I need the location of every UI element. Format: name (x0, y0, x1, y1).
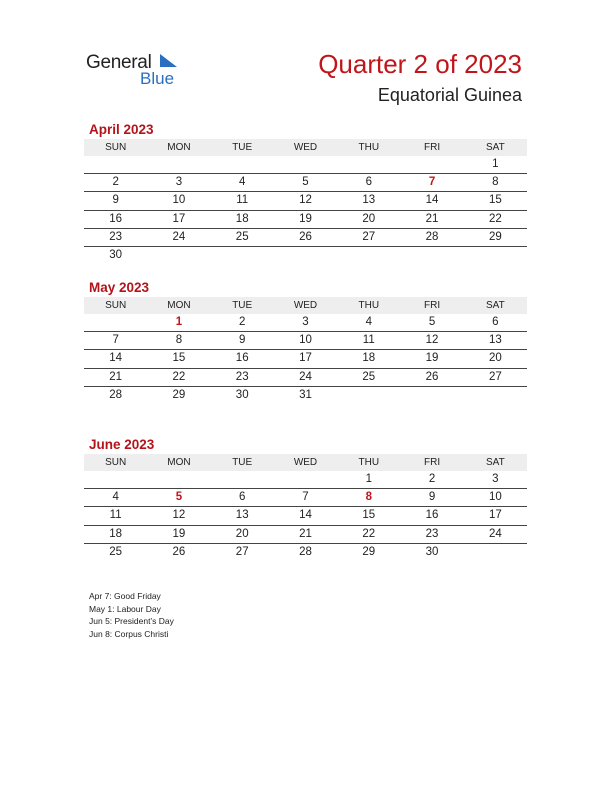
weekday-header: SUN (84, 297, 147, 314)
month-june (84, 436, 527, 561)
weekday-header: THU (337, 454, 400, 471)
weekday-header: SUN (84, 454, 147, 471)
empty-cell (84, 471, 147, 489)
day-cell: 10 (147, 192, 210, 210)
weekday-header: WED (274, 297, 337, 314)
empty-cell (147, 247, 210, 264)
day-cell: 28 (109, 388, 123, 401)
day-cell: 13 (464, 332, 527, 350)
day-cell: 6 (337, 174, 400, 192)
holiday-note: Apr 7: Good Friday (89, 591, 161, 601)
day-cell: 21 (274, 526, 337, 544)
day-cell: 29 (362, 545, 376, 558)
empty-cell (274, 247, 337, 264)
holiday-cell: 1 (147, 314, 210, 332)
day-cell: 27 (464, 369, 527, 387)
day-cell: 14 (274, 507, 337, 525)
month-may (84, 279, 527, 404)
empty-cell (147, 471, 210, 489)
empty-cell (337, 156, 400, 174)
day-cell: 19 (400, 350, 463, 368)
holiday-note: May 1: Labour Day (89, 603, 161, 614)
logo-triangle-icon (160, 54, 177, 67)
empty-cell (84, 314, 147, 332)
day-cell: 16 (84, 211, 147, 229)
day-cell: 30 (425, 545, 439, 558)
day-cell: 16 (400, 507, 463, 525)
day-cell: 18 (211, 211, 274, 229)
day-cell: 8 (147, 332, 210, 350)
logo (86, 50, 186, 90)
empty-cell (464, 544, 527, 561)
weekday-header: FRI (400, 139, 463, 156)
empty-cell (211, 471, 274, 489)
day-cell: 23 (211, 369, 274, 387)
day-cell: 15 (337, 507, 400, 525)
day-cell: 20 (464, 350, 527, 368)
day-cell: 11 (337, 332, 400, 350)
empty-cell (337, 247, 400, 264)
country-name: Equatorial Guinea (377, 85, 522, 105)
day-cell: 13 (211, 507, 274, 525)
day-cell: 4 (337, 314, 400, 332)
day-cell: 17 (274, 350, 337, 368)
day-cell: 4 (84, 489, 147, 507)
day-cell: 28 (299, 545, 312, 558)
day-cell: 26 (400, 369, 463, 387)
day-cell: 5 (274, 174, 337, 192)
holiday-cell: 5 (147, 489, 210, 507)
day-cell: 27 (235, 545, 249, 558)
weekday-header: TUE (211, 297, 274, 314)
day-cell: 3 (274, 314, 337, 332)
day-cell: 8 (464, 174, 527, 192)
day-cell: 9 (84, 192, 147, 210)
weekday-header: THU (337, 297, 400, 314)
day-cell: 14 (84, 350, 147, 368)
day-cell: 20 (211, 526, 274, 544)
weekday-header: FRI (400, 297, 463, 314)
day-cell: 3 (147, 174, 210, 192)
empty-cell (400, 387, 463, 404)
day-cell: 19 (274, 211, 337, 229)
day-cell: 6 (464, 314, 527, 332)
holiday-cell: 8 (337, 489, 400, 507)
day-cell: 18 (337, 350, 400, 368)
weekday-header: MON (147, 297, 210, 314)
day-cell: 30 (235, 388, 249, 401)
day-cell: 23 (400, 526, 463, 544)
day-cell: 11 (84, 507, 147, 525)
page-title: Quarter 2 of 2023 (318, 49, 522, 79)
empty-cell (274, 471, 337, 489)
day-cell: 14 (400, 192, 463, 210)
holiday-note: Jun 8: Corpus Christi (89, 628, 169, 639)
month-april (84, 121, 527, 264)
weekday-header: FRI (400, 454, 463, 471)
day-cell: 22 (147, 369, 210, 387)
weekday-header: THU (337, 139, 400, 156)
month-title: April 2023 (89, 122, 154, 137)
weekday-header: TUE (211, 139, 274, 156)
weekday-header: SUN (84, 139, 147, 156)
day-cell: 24 (147, 229, 210, 247)
day-cell: 9 (211, 332, 274, 350)
logo-text-general: General (86, 52, 152, 73)
day-cell: 31 (299, 388, 312, 401)
holiday-notes (89, 590, 174, 640)
weekday-header: SAT (464, 297, 527, 314)
day-cell: 24 (464, 526, 527, 544)
day-cell: 29 (464, 229, 527, 247)
day-cell: 15 (147, 350, 210, 368)
empty-cell (400, 247, 463, 264)
day-cell: 2 (211, 314, 274, 332)
day-cell: 27 (337, 229, 400, 247)
day-cell: 17 (464, 507, 527, 525)
weekday-header: SAT (464, 454, 527, 471)
calendar-grid (84, 297, 527, 404)
day-cell: 16 (211, 350, 274, 368)
day-cell: 12 (400, 332, 463, 350)
empty-cell (211, 156, 274, 174)
day-cell: 9 (400, 489, 463, 507)
calendar-grid (84, 454, 527, 561)
day-cell: 2 (84, 174, 147, 192)
day-cell: 29 (172, 388, 186, 401)
day-cell: 30 (109, 248, 123, 261)
day-cell: 13 (337, 192, 400, 210)
day-cell: 18 (84, 526, 147, 544)
logo-text-blue: Blue (140, 69, 175, 88)
day-cell: 19 (147, 526, 210, 544)
month-title: May 2023 (89, 280, 150, 295)
day-cell: 26 (274, 229, 337, 247)
day-cell: 11 (211, 192, 274, 210)
day-cell: 12 (274, 192, 337, 210)
month-title: June 2023 (89, 437, 155, 452)
empty-cell (464, 387, 527, 404)
day-cell: 23 (84, 229, 147, 247)
day-cell: 7 (274, 489, 337, 507)
day-cell: 25 (337, 369, 400, 387)
day-cell: 25 (109, 545, 123, 558)
day-cell: 22 (464, 211, 527, 229)
weekday-header: MON (147, 139, 210, 156)
day-cell: 24 (274, 369, 337, 387)
day-cell: 4 (211, 174, 274, 192)
day-cell: 21 (400, 211, 463, 229)
empty-cell (400, 156, 463, 174)
day-cell: 5 (400, 314, 463, 332)
empty-cell (337, 387, 400, 404)
empty-cell (84, 156, 147, 174)
day-cell: 6 (211, 489, 274, 507)
weekday-header: SAT (464, 139, 527, 156)
day-cell: 1 (337, 471, 400, 489)
empty-cell (464, 247, 527, 264)
weekday-header: WED (274, 454, 337, 471)
day-cell: 2 (400, 471, 463, 489)
weekday-header: MON (147, 454, 210, 471)
holiday-note: Jun 5: President’s Day (89, 616, 174, 626)
day-cell: 22 (337, 526, 400, 544)
day-cell: 28 (400, 229, 463, 247)
day-cell: 3 (464, 471, 527, 489)
holiday-cell: 7 (400, 174, 463, 192)
day-cell: 15 (464, 192, 527, 210)
empty-cell (274, 156, 337, 174)
day-cell: 25 (211, 229, 274, 247)
weekday-header: TUE (211, 454, 274, 471)
day-cell: 10 (464, 489, 527, 507)
day-cell: 20 (337, 211, 400, 229)
day-cell: 17 (147, 211, 210, 229)
day-cell: 21 (84, 369, 147, 387)
day-cell: 1 (464, 156, 527, 174)
empty-cell (147, 156, 210, 174)
empty-cell (211, 247, 274, 264)
day-cell: 7 (84, 332, 147, 350)
weekday-header: WED (274, 139, 337, 156)
calendar-grid (84, 139, 527, 264)
day-cell: 26 (172, 545, 186, 558)
day-cell: 10 (274, 332, 337, 350)
day-cell: 12 (147, 507, 210, 525)
